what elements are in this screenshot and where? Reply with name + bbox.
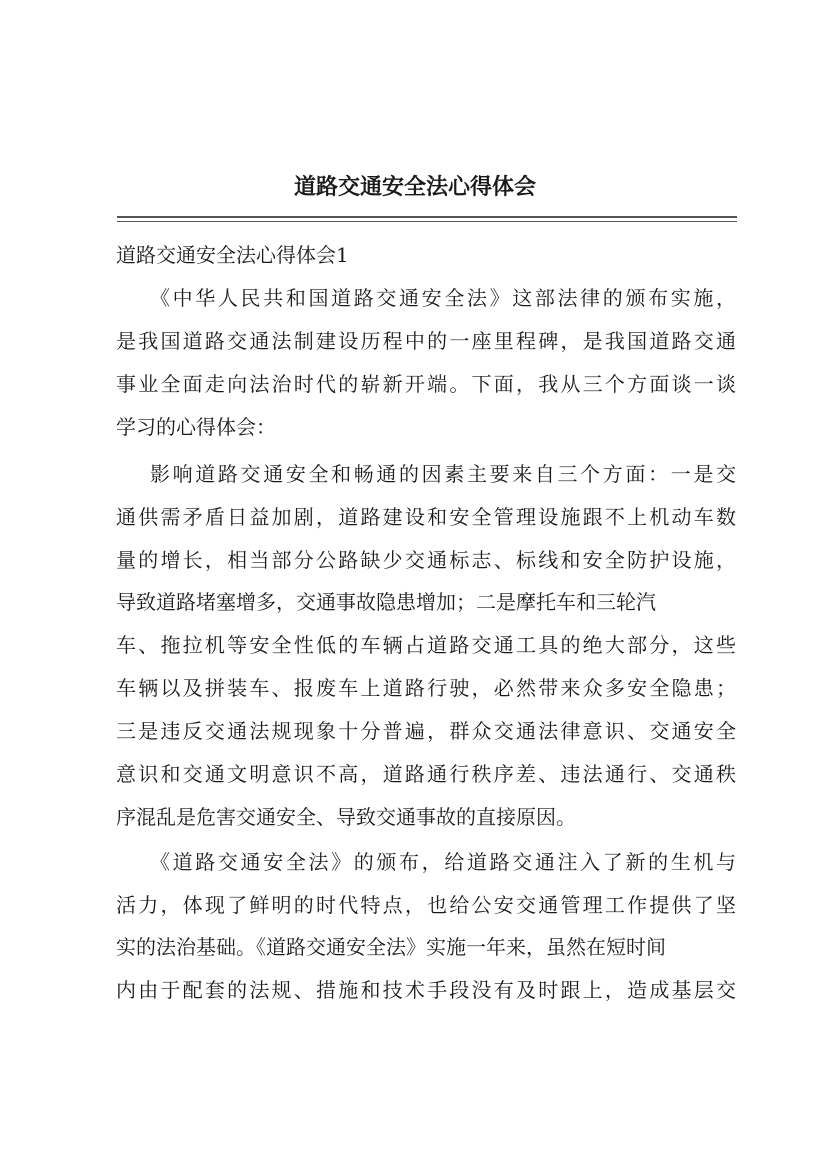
paragraph-line: 内由于配套的法规、措施和技术手段没有及时跟上，造成基层交 <box>116 978 736 1002</box>
paragraph-line: 《中华人民共和国道路交通安全法》这部法律的颁布实施， <box>150 286 736 310</box>
paragraph-line: 活力，体现了鲜明的时代特点，也给公安交通管理工作提供了坚 <box>116 893 736 917</box>
paragraph-line: 意识和交通文明意识不高，道路通行秩序差、违法通行、交通秩 <box>116 762 736 786</box>
paragraph-line: 学习的心得体会： <box>116 415 276 439</box>
paragraph-line: 事业全面走向法治时代的崭新开端。下面，我从三个方面谈一谈 <box>116 372 736 396</box>
paragraph-line: 导致道路堵塞增多，交通事故隐患增加；二是摩托车和三轮汽 <box>116 590 656 614</box>
section-heading: 道路交通安全法心得体会1 <box>116 243 349 267</box>
document-title: 道路交通安全法心得体会 <box>293 175 536 200</box>
title-divider-bottom <box>117 221 737 222</box>
paragraph-line: 车辆以及拼装车、报废车上道路行驶，必然带来众多安全隐患； <box>116 676 736 700</box>
paragraph-line: 车、拖拉机等安全性低的车辆占道路交通工具的绝大部分，这些 <box>116 633 736 657</box>
paragraph-line: 实的法治基础。《道路交通安全法》实施一年来，虽然在短时间 <box>116 935 666 959</box>
paragraph-line: 通供需矛盾日益加剧，道路建设和安全管理设施跟不上机动车数 <box>116 505 736 529</box>
paragraph-line: 是我国道路交通法制建设历程中的一座里程碑，是我国道路交通 <box>116 329 736 353</box>
paragraph-line: 三是违反交通法规现象十分普遍，群众交通法律意识、交通安全 <box>116 719 736 743</box>
paragraph-line: 《道路交通安全法》的颁布，给道路交通注入了新的生机与 <box>150 850 736 874</box>
paragraph-line: 影响道路交通安全和畅通的因素主要来自三个方面：一是交 <box>150 462 736 486</box>
paragraph-line: 量的增长，相当部分公路缺少交通标志、标线和安全防护设施， <box>116 548 736 572</box>
paragraph-line: 序混乱是危害交通安全、导致交通事故的直接原因。 <box>116 805 576 829</box>
title-divider-top <box>117 216 737 218</box>
